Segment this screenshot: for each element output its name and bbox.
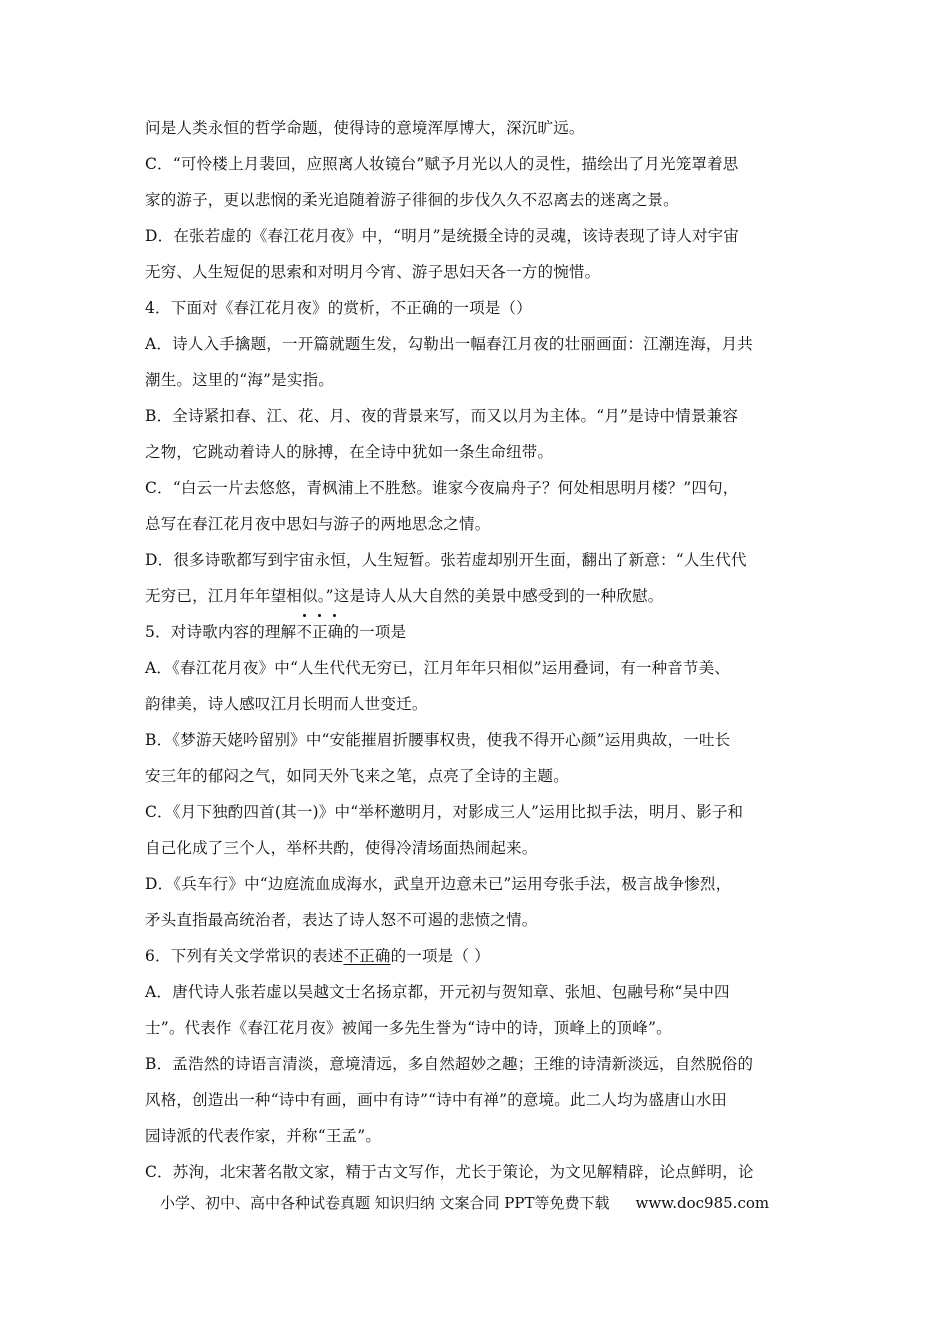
question-6-underlined: 不正确 <box>343 947 391 965</box>
text-line: 问是人类永恒的哲学命题，使得诗的意境浑厚博大，深沉旷远。 <box>145 119 585 137</box>
text-line: 潮生。这里的“海”是实指。 <box>145 371 334 389</box>
text-line: C．“白云一片去悠悠，青枫浦上不胜愁。谁家今夜扁舟子？何处相思明月楼？”四句， <box>145 479 739 497</box>
text-line: A．诗人入手擒题，一开篇就题生发，勾勒出一幅春江月夜的壮丽画面：江潮连海，月共 <box>145 335 753 353</box>
text-line: 韵律美，诗人感叹江月长明而人世变迁。 <box>145 695 428 713</box>
text-line: D．《兵车行》中“边庭流血成海水，武皇开边意未已”运用夸张手法，极言战争惨烈， <box>145 875 732 893</box>
text-line: C．苏洵，北宋著名散文家，精于古文写作，尤长于策论，为文见解精辟，论点鲜明，论 <box>145 1163 754 1181</box>
text-line: D．很多诗歌都写到宇宙永恒，人生短暂。张若虚却别开生面，翻出了新意：“人生代代 <box>145 551 747 569</box>
footer-text: 小学、初中、高中各种试卷真题 知识归纳 文案合同 PPT等免费下载 <box>160 1194 610 1212</box>
text-line: 无穷、人生短促的思索和对明月今宵、游子思妇天各一方的惋惜。 <box>145 263 601 281</box>
text-line: 安三年的郁闷之气，如同天外飞来之笔，点亮了全诗的主题。 <box>145 767 569 785</box>
text-line: A．《春江花月夜》中“人生代代无穷已，江月年年只相似”运用叠词，有一种音节美、 <box>145 659 731 677</box>
text-line: 风格，创造出一种“诗中有画，画中有诗”“诗中有禅”的意境。此二人均为盛唐山水田 <box>145 1091 727 1109</box>
text-line: B．《梦游天姥吟留别》中“安能摧眉折腰事权贵，使我不得开心颜”运用典故，一吐长 <box>145 731 731 749</box>
emphasis-dots <box>296 614 336 620</box>
question-5-prefix: 5．对诗歌内容的理解 <box>145 623 297 641</box>
question-6-prefix: 6．下列有关文学常识的表述 <box>145 947 344 965</box>
text-line: 自己化成了三个人，举杯共酌，使得冷清场面热闹起来。 <box>145 839 538 857</box>
text-line: A．唐代诗人张若虚以吴越文士名扬京都，开元初与贺知章、张旭、包融号称“吴中四 <box>145 983 730 1001</box>
text-line: C．《月下独酌四首(其一)》中“举杯邀明月，对影成三人”运用比拟手法，明月、影子和 <box>145 803 744 821</box>
question-4: 4．下面对《春江花月夜》的赏析，不正确的一项是（） <box>145 299 532 317</box>
text-line: B．全诗紧扣春、江、花、月、夜的背景来写，而又以月为主体。“月”是诗中情景兼容 <box>145 407 739 425</box>
footer-site-link[interactable]: www.doc985.com <box>635 1194 770 1212</box>
question-5-emphasis: 不正确 <box>296 623 343 641</box>
page-footer <box>160 1193 769 1213</box>
text-line: D．在张若虚的《春江花月夜》中，“明月”是统摄全诗的灵魂，该诗表现了诗人对宇宙 <box>145 227 740 245</box>
text-line: 士”。代表作《春江花月夜》被闻一多先生誉为“诗中的诗，顶峰上的顶峰”。 <box>145 1019 672 1037</box>
text-line: 家的游子，更以悲悯的柔光追随着游子徘徊的步伐久久不忍离去的迷离之景。 <box>145 191 679 209</box>
text-line: 之物，它跳动着诗人的脉搏，在全诗中犹如一条生命纽带。 <box>145 443 554 461</box>
text-line: B．孟浩然的诗语言清淡，意境清远，多自然超妙之趣；王维的诗清新淡远，自然脱俗的 <box>145 1055 754 1073</box>
text-line: C．“可怜楼上月裴回，应照离人妆镜台”赋予月光以人的灵性，描绘出了月光笼罩着思 <box>145 155 739 173</box>
text-line: 无穷已，江月年年望相似。”这是诗人从大自然的美景中感受到的一种欣慰。 <box>145 587 664 605</box>
text-line: 园诗派的代表作家，并称“王孟”。 <box>145 1127 382 1145</box>
question-5-suffix: 的一项是 <box>343 623 407 641</box>
question-5 <box>145 622 406 642</box>
text-line: 矛头直指最高统治者，表达了诗人怒不可遏的悲愤之情。 <box>145 911 538 929</box>
text-line: 总写在春江花月夜中思妇与游子的两地思念之情。 <box>145 515 491 533</box>
question-6-suffix: 的一项是（ ） <box>390 947 490 965</box>
question-6 <box>145 946 490 966</box>
